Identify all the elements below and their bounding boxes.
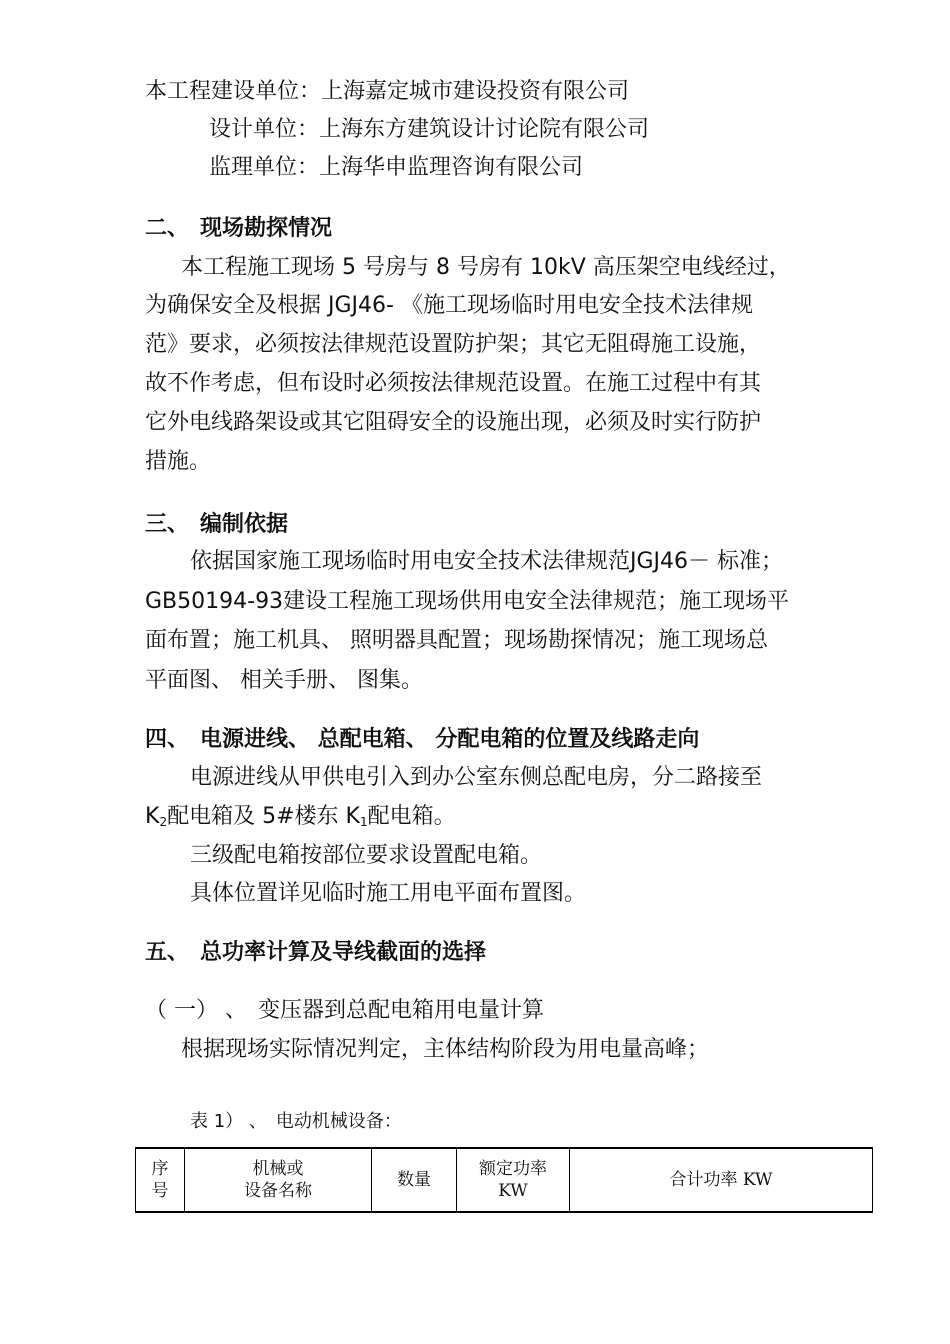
- section-4-line: 电源进线从甲供电引入到办公室东侧总配电房，分二路接至: [190, 765, 763, 790]
- design-unit-line: 设计单位：上海东方建筑设计讨论院有限公司: [209, 117, 650, 142]
- k-mid-text: 配电箱及 5#楼东 K: [167, 804, 360, 829]
- section-3-line: 依据国家施工现场临时用电安全技术法律规范JGJ46－ 标准；: [190, 549, 784, 574]
- section-3-heading: 三、 编制依据: [145, 512, 289, 537]
- header-quantity: 数量: [372, 1148, 457, 1212]
- k-label: K: [145, 804, 160, 829]
- section-4-heading: 四、 电源进线、 总配电箱、 分配电箱的位置及线路走向: [145, 727, 700, 752]
- table-caption: 表 1） 、 电动机械设备：: [190, 1111, 402, 1132]
- section-2-line: 为确保安全及根据 JGJ46- 《施工现场临时用电安全技术法律规: [145, 293, 753, 318]
- section-4-line: 三级配电箱按部位要求设置配电箱。: [190, 843, 543, 868]
- section-2-line: 故不作考虑，但布设时必须按法律规范设置。在施工过程中有其: [145, 371, 762, 396]
- section-2-heading: 二、 现场勘探情况: [145, 216, 333, 241]
- section-5-heading: 五、 总功率计算及导线截面的选择: [145, 940, 487, 965]
- section-2-line: 本工程施工现场 5 号房与 8 号房有 10kV 高压架空电线经过，: [181, 255, 791, 280]
- section-3-line: 面布置；施工机具、 照明器具配置；现场勘探情况；施工现场总: [145, 628, 768, 653]
- section-5-paragraph: 根据现场实际情况判定，主体结构阶段为用电量高峰；: [181, 1037, 710, 1062]
- section-3-line: 平面图、 相关手册、 图集。: [145, 668, 423, 693]
- section-2-line: 范》要求，必须按法律规范设置防护架；其它无阻碍施工设施，: [145, 332, 762, 357]
- header-rated-power: 额定功率 KW: [457, 1148, 570, 1212]
- header-serial: 序 号: [136, 1148, 185, 1212]
- table-header-row: [136, 1148, 873, 1212]
- section-3-line: GB50194-93建设工程施工现场供用电安全法律规范；施工现场平: [145, 589, 790, 614]
- k-end-text: 配电箱。: [367, 804, 456, 829]
- header-total-power: 合计功率 KW: [570, 1148, 873, 1212]
- section-2-line: 措施。: [145, 449, 212, 474]
- section-2-line: 它外电线路架设或其它阻碍安全的设施出现，必须及时实行防护: [145, 410, 762, 435]
- construction-unit-line: 本工程建设单位：上海嘉定城市建设投资有限公司: [145, 79, 630, 104]
- section-4-line-k: [145, 802, 456, 832]
- supervision-unit-line: 监理单位：上海华申监理咨询有限公司: [209, 155, 584, 180]
- k-subscript: 1: [359, 815, 368, 829]
- k-subscript: 2: [159, 815, 168, 829]
- equipment-table: [135, 1147, 873, 1213]
- header-equipment-name: 机械或 设备名称: [185, 1148, 372, 1212]
- section-4-line: 具体位置详见临时施工用电平面布置图。: [190, 881, 587, 906]
- subsection-1-heading: （ 一） 、 变压器到总配电箱用电量计算: [145, 998, 544, 1023]
